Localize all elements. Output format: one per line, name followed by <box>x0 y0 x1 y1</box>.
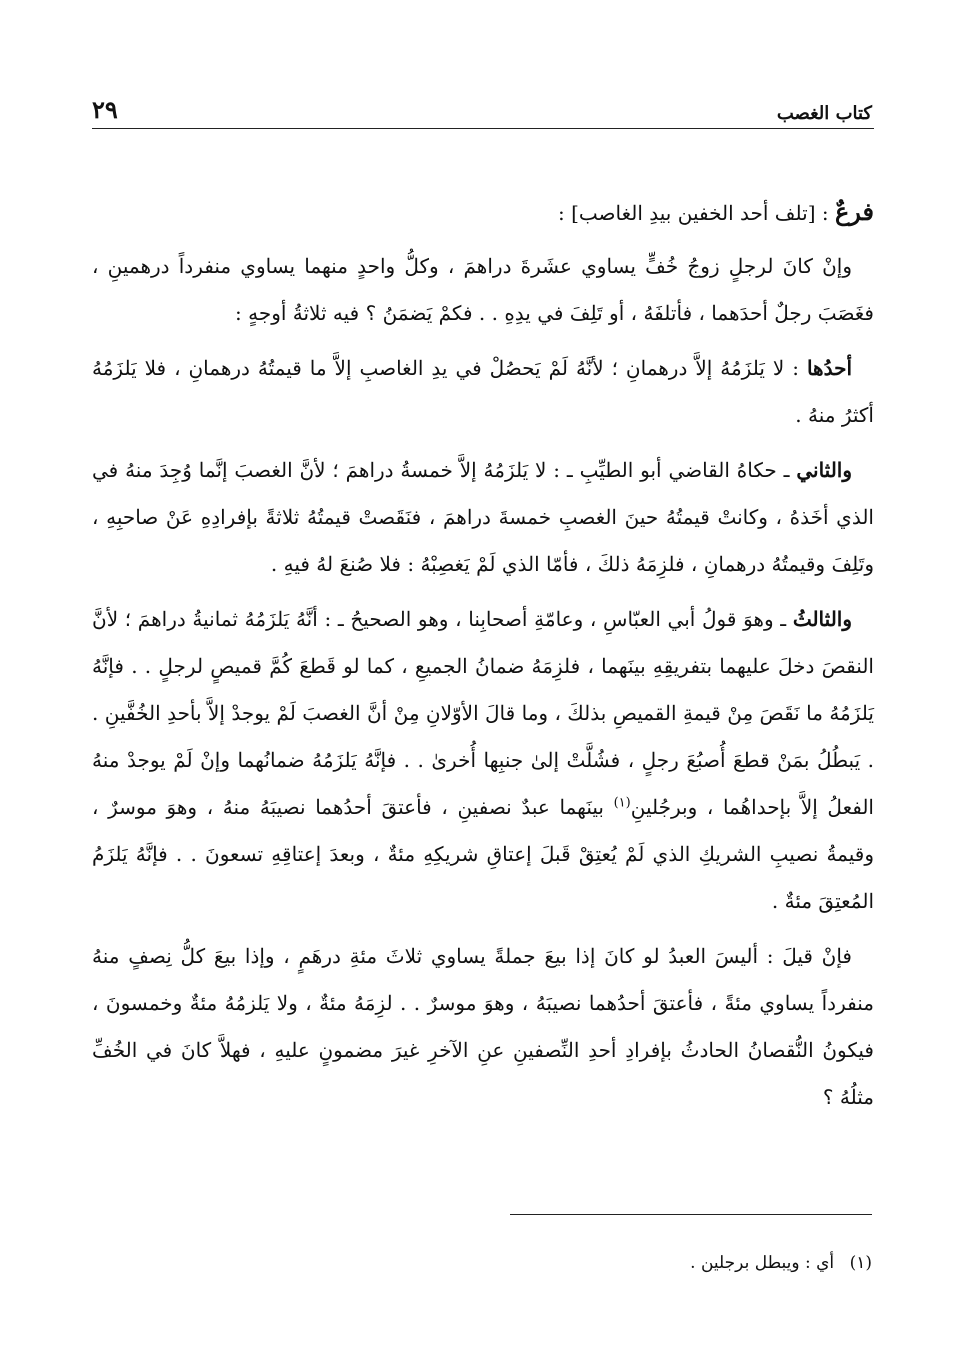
paragraph-text: فإنْ قيلَ : أليسَ العبدُ لو كانَ إذا بيعَ جملةً يساوي ثلاثَ مئةِ درهَمٍ ، وإذا بيعَ كلُّ نِصفٍ منهُ منفرداً يساوي مئةً ، فأعتقَ أحدُهما نصيبَهُ ، وهوَ موسرٌ . . لزِمَهُ مئةٌ ، ولا يَلزمُهُ مئةٌ وخمسونَ ، فيكونُ النُّقصانُ الحادثُ بإفرادِ أحدِ النِّصفينِ عنِ الآخرِ غيرَ مضمونٍ عليهِ ، فهلاَّ كانَ في الخُفِّ مثلُهُ ؟ <box>92 944 874 1109</box>
footnote-marker: (١) <box>849 1253 872 1273</box>
paragraph-text: : لا يَلزَمُهُ إلاَّ درهمانِ ؛ لأنَّهُ لَمْ يَحصُلْ في يدِ الغاصبِ إلاَّ ما قيمتُهُ درهمانِ ، فلا يَلزَمُهُ أكثرُ منهُ . <box>92 356 874 427</box>
paragraph <box>92 933 874 1121</box>
paragraph-text: وإنْ كانَ لرجلٍ زوجُ خُفٍّ يساوي عشَرةَ دراهمَ ، وكلُّ واحدٍ منهما يساوي منفرداً درهمينِ ، فغَصَبَ رجلٌ أحدَهما ، فأتلفَهُ ، أو تَلِفَ في يدِهِ . . فكمْ يَضمَنُ ؟ فيه ثلاثةُ أوجهٍ : <box>92 254 874 325</box>
running-title: كتاب الغصب <box>776 103 872 124</box>
paragraph-text-continued: بينَهما عبدٌ نصفينِ ، فأعتقَ أحدُهما نصيبَهُ منهُ ، وهوَ موسرٌ ، وقيمةُ نصيبِ الشريكِ الذي لَمْ يُعتِقْ قَبلَ إعتاقِ شريكِهِ مئةٌ ، وبعدَ إعتاقِهِ تسعونَ . . فإنَّهُ يَلزَمُ المُعتِقَ مئةٌ . <box>92 795 874 913</box>
paragraph <box>92 447 874 588</box>
paragraph-text: ـ وهوَ قولُ أبي العبّاسِ ، وعامّةِ أصحابِنا ، وهو الصحيحُ ـ : أنَّهُ يَلزَمُهُ ثمانيةُ دراهمَ ؛ لأنَّ النقصَ دخلَ عليهما بتفريقِهِ بينَهما ، فلزِمَهُ ضمانُ الجميعِ ، كما لو قَطعَ كُمَّ قميصٍ لرجلٍ . . فإنَّهُ يَلزَمُهُ ما نَقَصَ مِنْ قيمةِ القميصِ بذلكَ ، وما قالَ الأوّلانِ مِنْ أنَّ الغصبَ لَمْ يوجدْ إلاَّ بأحدِ الخُفَّينِ . . يَبطُلُ بمَنْ قطعَ أُصبُعَ رجلٍ ، فشُلَّتْ إلىٰ جنبِها أُخرىٰ . . فإنَّهُ يَلزَمُهُ ضمانُهما وإنْ لَمْ يوجدْ منهُ الفعلُ إلاَّ بإحداهُما ، وبرجُلينِ <box>92 607 874 819</box>
section-heading <box>92 188 874 237</box>
page-number: ٢٩ <box>92 95 118 124</box>
paragraph-text: ـ حكاهُ القاضي أبو الطيِّبِ ـ : لا يَلزَمُهُ إلاَّ خمسةُ دراهمَ ؛ لأنَّ الغصبَ إنَّما وُجِدَ منهُ في الذي أخَذهُ ، وكانتْ قيمتُهُ حينَ الغصبِ خمسةَ دراهمَ ، فنَقَصتْ قيمتُهُ ثلاثةً بإفرادِهِ عَنْ صاحبِهِ ، وتَلِفَ وقيمتُهُ درهمانِ ، فلزِمَهُ ذلكَ ، فأمّا الذي لَمْ يَغصِبْهُ : فلا صُنعَ لهُ فيهِ . <box>92 458 874 576</box>
paragraph-lead: أحدُها <box>806 356 852 380</box>
paragraph <box>92 243 874 337</box>
paragraph-lead: والثاني <box>796 458 853 482</box>
footnote-divider <box>510 1214 872 1215</box>
paragraph <box>92 345 874 439</box>
main-text <box>92 188 874 1129</box>
section-label: فرعٌ <box>834 197 874 226</box>
page-header <box>92 80 872 124</box>
section-title: : [تلف أحد الخفين بيدِ الغاصب] : <box>558 201 829 225</box>
paragraph-lead: والثالثُ <box>792 607 852 631</box>
footnote <box>92 1248 872 1278</box>
header-divider <box>92 128 874 129</box>
footnote-reference[interactable]: (١) <box>613 795 631 811</box>
footnote-text: أي : ويبطل برجلين . <box>690 1253 835 1273</box>
paragraph <box>92 596 874 925</box>
